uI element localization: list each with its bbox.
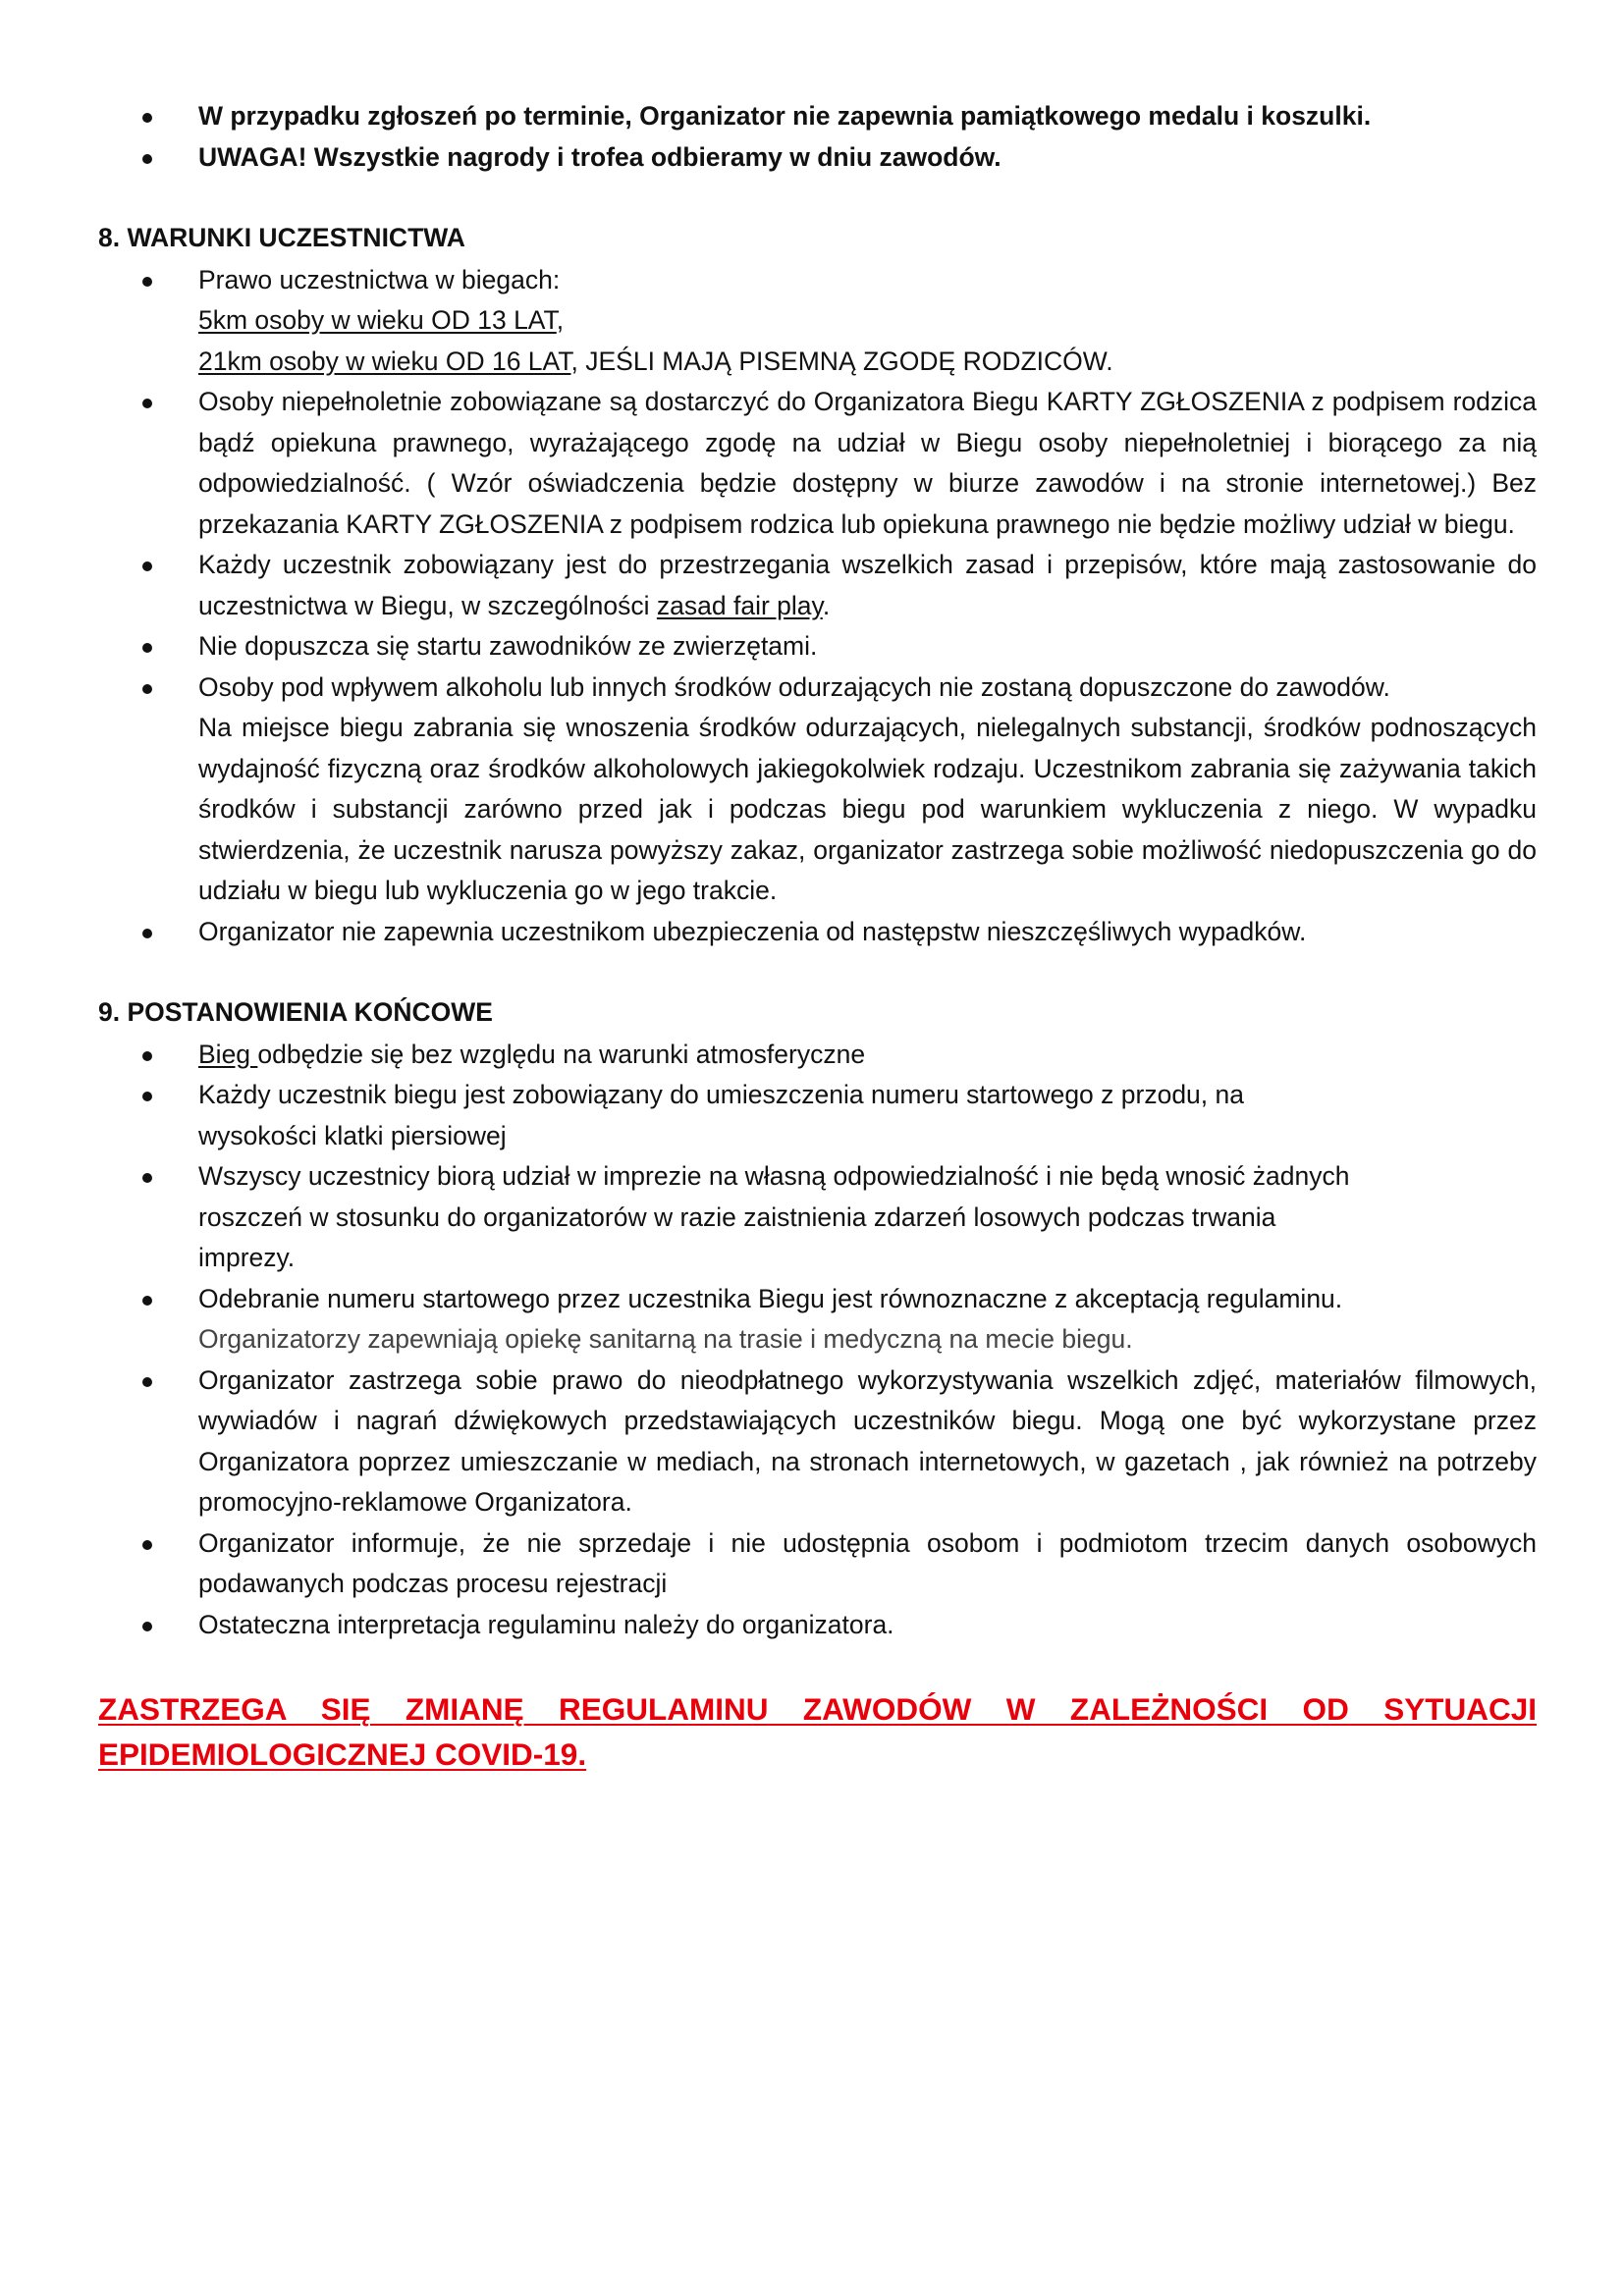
list-item: Każdy uczestnik biegu jest zobowiązany do umieszczenia numeru startowego z przodu, na wysokości klatki piersiowej (98, 1075, 1537, 1156)
list-item: Organizator nie zapewnia uczestnikom ubezpieczenia od następstw nieszczęśliwych wypadków. (98, 912, 1537, 953)
list-item: W przypadku zgłoszeń po terminie, Organizator nie zapewnia pamiątkowego medalu i koszulki. (98, 96, 1537, 137)
list-item: Bieg odbędzie się bez względu na warunki atmosferyczne (98, 1035, 1537, 1076)
list-item: Organizator informuje, że nie sprzedaje i nie udostępnia osobom i podmiotom trzecim danych osobowych podawanych podczas procesu rejestracji (98, 1523, 1537, 1605)
parental-consent-note: , JEŚLI MAJĄ PISEMNĄ ZGODĘ RODZICÓW. (570, 346, 1113, 376)
bullet-icon (142, 113, 152, 123)
bullet-icon (142, 399, 152, 408)
section-9-heading: 9. POSTANOWIENIA KOŃCOWE (98, 997, 493, 1027)
participation-intro: Prawo uczestnictwa w biegach: (198, 264, 561, 294)
list-item: Wszyscy uczestnicy biorą udział w imprezie na własną odpowiedzialność i nie będą wnosić żadnych roszczeń w stosunku do organizatorów w razie zaistnienia zdarzeń losowych podczas trwania imprezy. (98, 1156, 1537, 1279)
bullet-icon (142, 561, 152, 571)
age-rule-21km: 21km osoby w wieku OD 16 LAT (198, 346, 571, 376)
covid-notice: ZASTRZEGA SIĘ ZMIANĘ REGULAMINU ZAWODÓW W ZALEŻNOŚCI OD SYTUACJI EPIDEMIOLOGICZNEJ COVID-19. (98, 1691, 1537, 1772)
section-8-heading: 8. WARUNKI UCZESTNICTWA (98, 223, 465, 252)
top-bullet-list (98, 96, 1537, 178)
list-item: Organizator zastrzega sobie prawo do nieodpłatnego wykorzystywania wszelkich zdjęć, materiałów filmowych, wywiadów i nagrań dźwiękowych przedstawiających uczestników biegu. Mogą one być wykorzystane przez Organizatora poprzez umieszczanie w mediach, na stronach internetowych, w gazetach , jak również na potrzeby promocyjno-reklamowe Organizatora. (98, 1361, 1537, 1523)
list-item: Ostateczna interpretacja regulaminu należy do organizatora. (98, 1605, 1537, 1646)
section-9-list (98, 1035, 1537, 1646)
list-item: Nie dopuszcza się startu zawodników ze zwierzętami. (98, 626, 1537, 667)
list-item: Osoby niepełnoletnie zobowiązane są dostarczyć do Organizatora Biegu KARTY ZGŁOSZENIA z podpisem rodzica bądź opiekuna prawnego, wyrażającego zgodę na udział w Biegu osoby niepełnoletniej i biorącego za nią odpowiedzialność. ( Wzór oświadczenia będzie dostępny w biurze zawodów i na stronie internetowej.) Bez przekazania KARTY ZGŁOSZENIA z podpisem rodzica lub opiekuna prawnego nie będzie możliwy udział w biegu. (98, 382, 1537, 545)
list-item: Każdy uczestnik zobowiązany jest do przestrzegania wszelkich zasad i przepisów, które mają zastosowanie do uczestnictwa w Biegu, w szczególności zasad fair play. (98, 545, 1537, 626)
bullet-icon (142, 1092, 152, 1101)
bullet-icon (142, 643, 152, 653)
list-item: Odebranie numeru startowego przez uczestnika Biegu jest równoznaczne z akceptacją regulaminu. Organizatorzy zapewniają opiekę sanitarną na trasie i medyczną na mecie biegu. (98, 1279, 1537, 1361)
list-item: Prawo uczestnictwa w biegach: 5km osoby w wieku OD 13 LAT, 21km osoby w wieku OD 16 LAT, JEŚLI MAJĄ PISEMNĄ ZGODĘ RODZICÓW. (98, 260, 1537, 383)
bullet-icon (142, 1051, 152, 1061)
document-page (98, 96, 1537, 1777)
list-item: Osoby pod wpływem alkoholu lub innych środków odurzających nie zostaną dopuszczone do zawodów. Na miejsce biegu zabrania się wnoszenia środków odurzających, nielegalnych substancji, środków podnoszących wydajność fizyczną oraz środków alkoholowych jakiegokolwiek rodzaju. Uczestnikom zabrania się zażywania takich środków i substancji zarówno przed jak i podczas biegu pod warunkiem wykluczenia z niego. W wypadku stwierdzenia, że uczestnik narusza powyższy zakaz, organizator zastrzega sobie możliwość niedopuszczenia go do udziału w biegu lub wykluczenia go w jego trakcie. (98, 667, 1537, 912)
bullet-icon (142, 929, 152, 938)
section-8-list (98, 260, 1537, 953)
fair-play-term: zasad fair play (656, 590, 823, 620)
bullet-icon (142, 1622, 152, 1631)
bullet-icon (142, 154, 152, 164)
bullet-icon (142, 1377, 152, 1387)
bullet-icon (142, 1540, 152, 1550)
bullet-icon (142, 277, 152, 287)
list-item: UWAGA! Wszystkie nagrody i trofea odbieramy w dniu zawodów. (98, 137, 1537, 179)
bullet-icon (142, 684, 152, 694)
bullet-icon (142, 1173, 152, 1183)
age-rule-5km: 5km osoby w wieku OD 13 LAT (198, 305, 557, 335)
bullet-icon (142, 1296, 152, 1306)
